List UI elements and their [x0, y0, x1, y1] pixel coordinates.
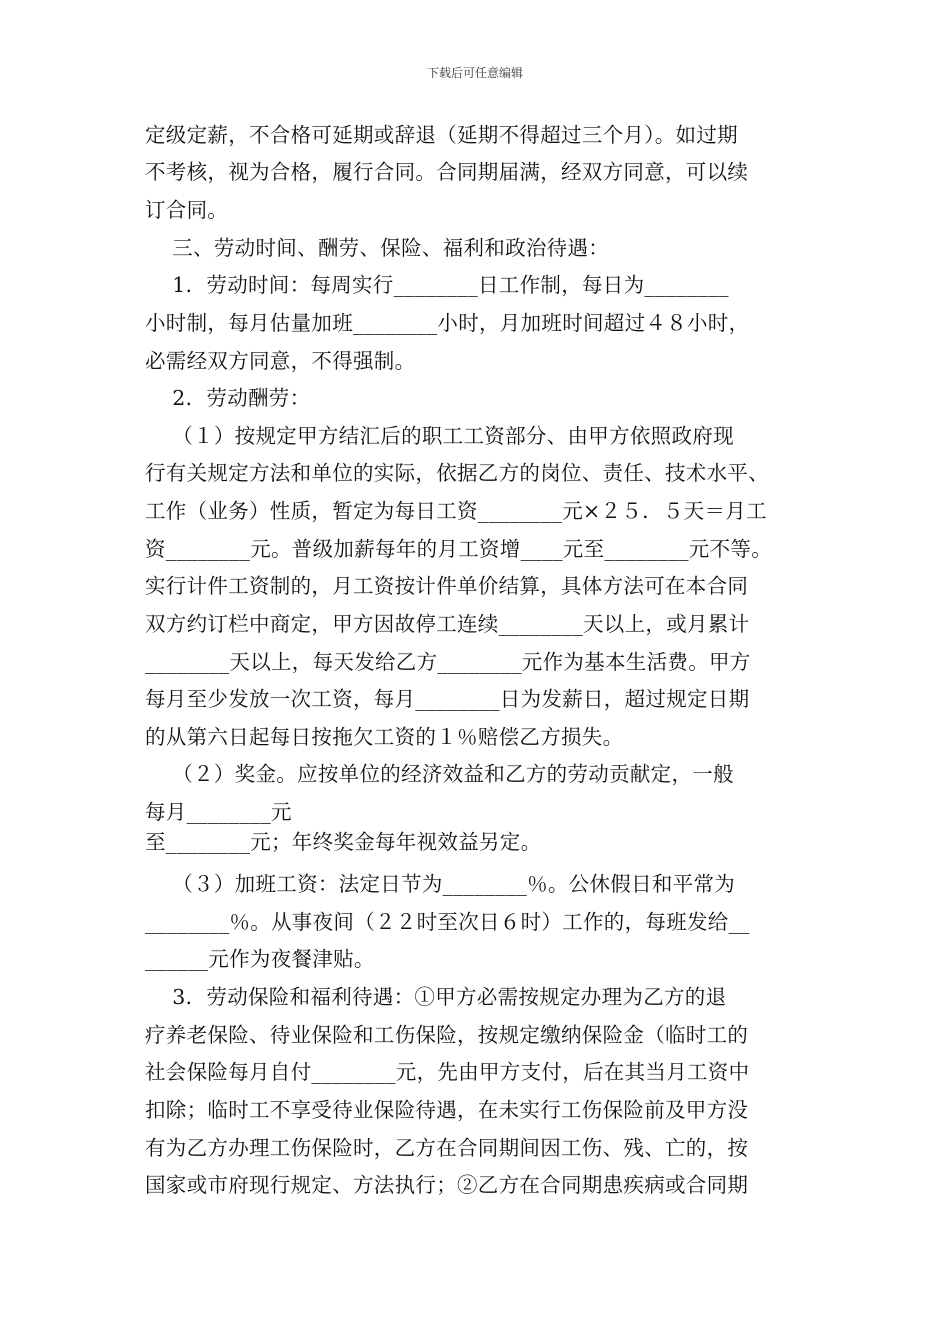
text-line: 小时制，每月估量加班________小时，月加班时间超过４８小时，: [145, 311, 750, 335]
text-line: 双方约订栏中商定，甲方因故停工连续________天以上，或月累计: [145, 612, 750, 636]
text-line: 订合同。: [145, 198, 229, 222]
text-line: 疗养老保险、待业保险和工伤保险，按规定缴纳保险金（临时工的: [145, 1023, 749, 1047]
text-line: 必需经双方同意，不得强制。: [145, 349, 416, 373]
text-line: （２）奖金。应按单位的经济效益和乙方的劳动贡献定，一般: [145, 762, 734, 786]
text-line: 三、劳动时间、酬劳、保险、福利和政治待遇：: [145, 236, 610, 260]
page-header: 下载后可任意编辑: [426, 66, 523, 80]
text-line: 国家或市府现行规定、方法执行；②乙方在合同期患疾病或合同期: [145, 1173, 749, 1197]
text-line: （３）加班工资：法定日节为________％。公休假日和平常为: [145, 872, 736, 896]
text-line: 工作（业务）性质，暂定为每日工资________元×２５．５天＝月工: [145, 499, 767, 523]
text-line: 至________元；年终奖金每年视效益另定。: [145, 830, 542, 854]
text-line: 社会保险每月自付________元，先由甲方支付，后在其当月工资中: [145, 1060, 750, 1084]
text-line: 每月至少发放一次工资，每月________日为发薪日，超过规定日期: [145, 687, 750, 711]
text-line: 扣除；临时工不享受待业保险待遇，在未实行工伤保险前及甲方没: [145, 1098, 749, 1122]
text-line: 2．劳动酬劳：: [145, 386, 311, 410]
text-line: 3．劳动保险和福利待遇：①甲方必需按规定办理为乙方的退: [145, 985, 727, 1009]
text-line: ________％。从事夜间（２２时至次日６时）工作的，每班发给__: [145, 910, 750, 934]
text-line: 行有关规定方法和单位的实际，依据乙方的岗位、责任、技术水平、: [145, 461, 769, 485]
text-line: （１）按规定甲方结汇后的职工工资部分、由甲方依照政府现: [145, 424, 734, 448]
text-line: ______元作为夜餐津贴。: [145, 947, 375, 971]
text-line: 实行计件工资制的，月工资按计件单价结算，具体方法可在本合同: [145, 574, 749, 598]
text-line: ________天以上，每天发给乙方________元作为基本生活费。甲方: [145, 650, 751, 674]
text-line: 1．劳动时间：每周实行________日工作制，每日为________: [145, 273, 729, 297]
text-line: 每月________元: [145, 800, 292, 824]
text-line: 不考核，视为合格，履行合同。合同期届满，经双方同意，可以续: [145, 160, 749, 184]
text-line: 资________元。普级加薪每年的月工资增____元至________元不等。: [145, 537, 772, 561]
text-line: 定级定薪，不合格可延期或辞退（延期不得超过三个月）。如过期: [145, 123, 738, 147]
text-line: 的从第六日起每日按拖欠工资的１％赔偿乙方损失。: [145, 725, 624, 749]
text-line: 有为乙方办理工伤保险时，乙方在合同期间因工伤、残、亡的，按: [145, 1136, 749, 1160]
